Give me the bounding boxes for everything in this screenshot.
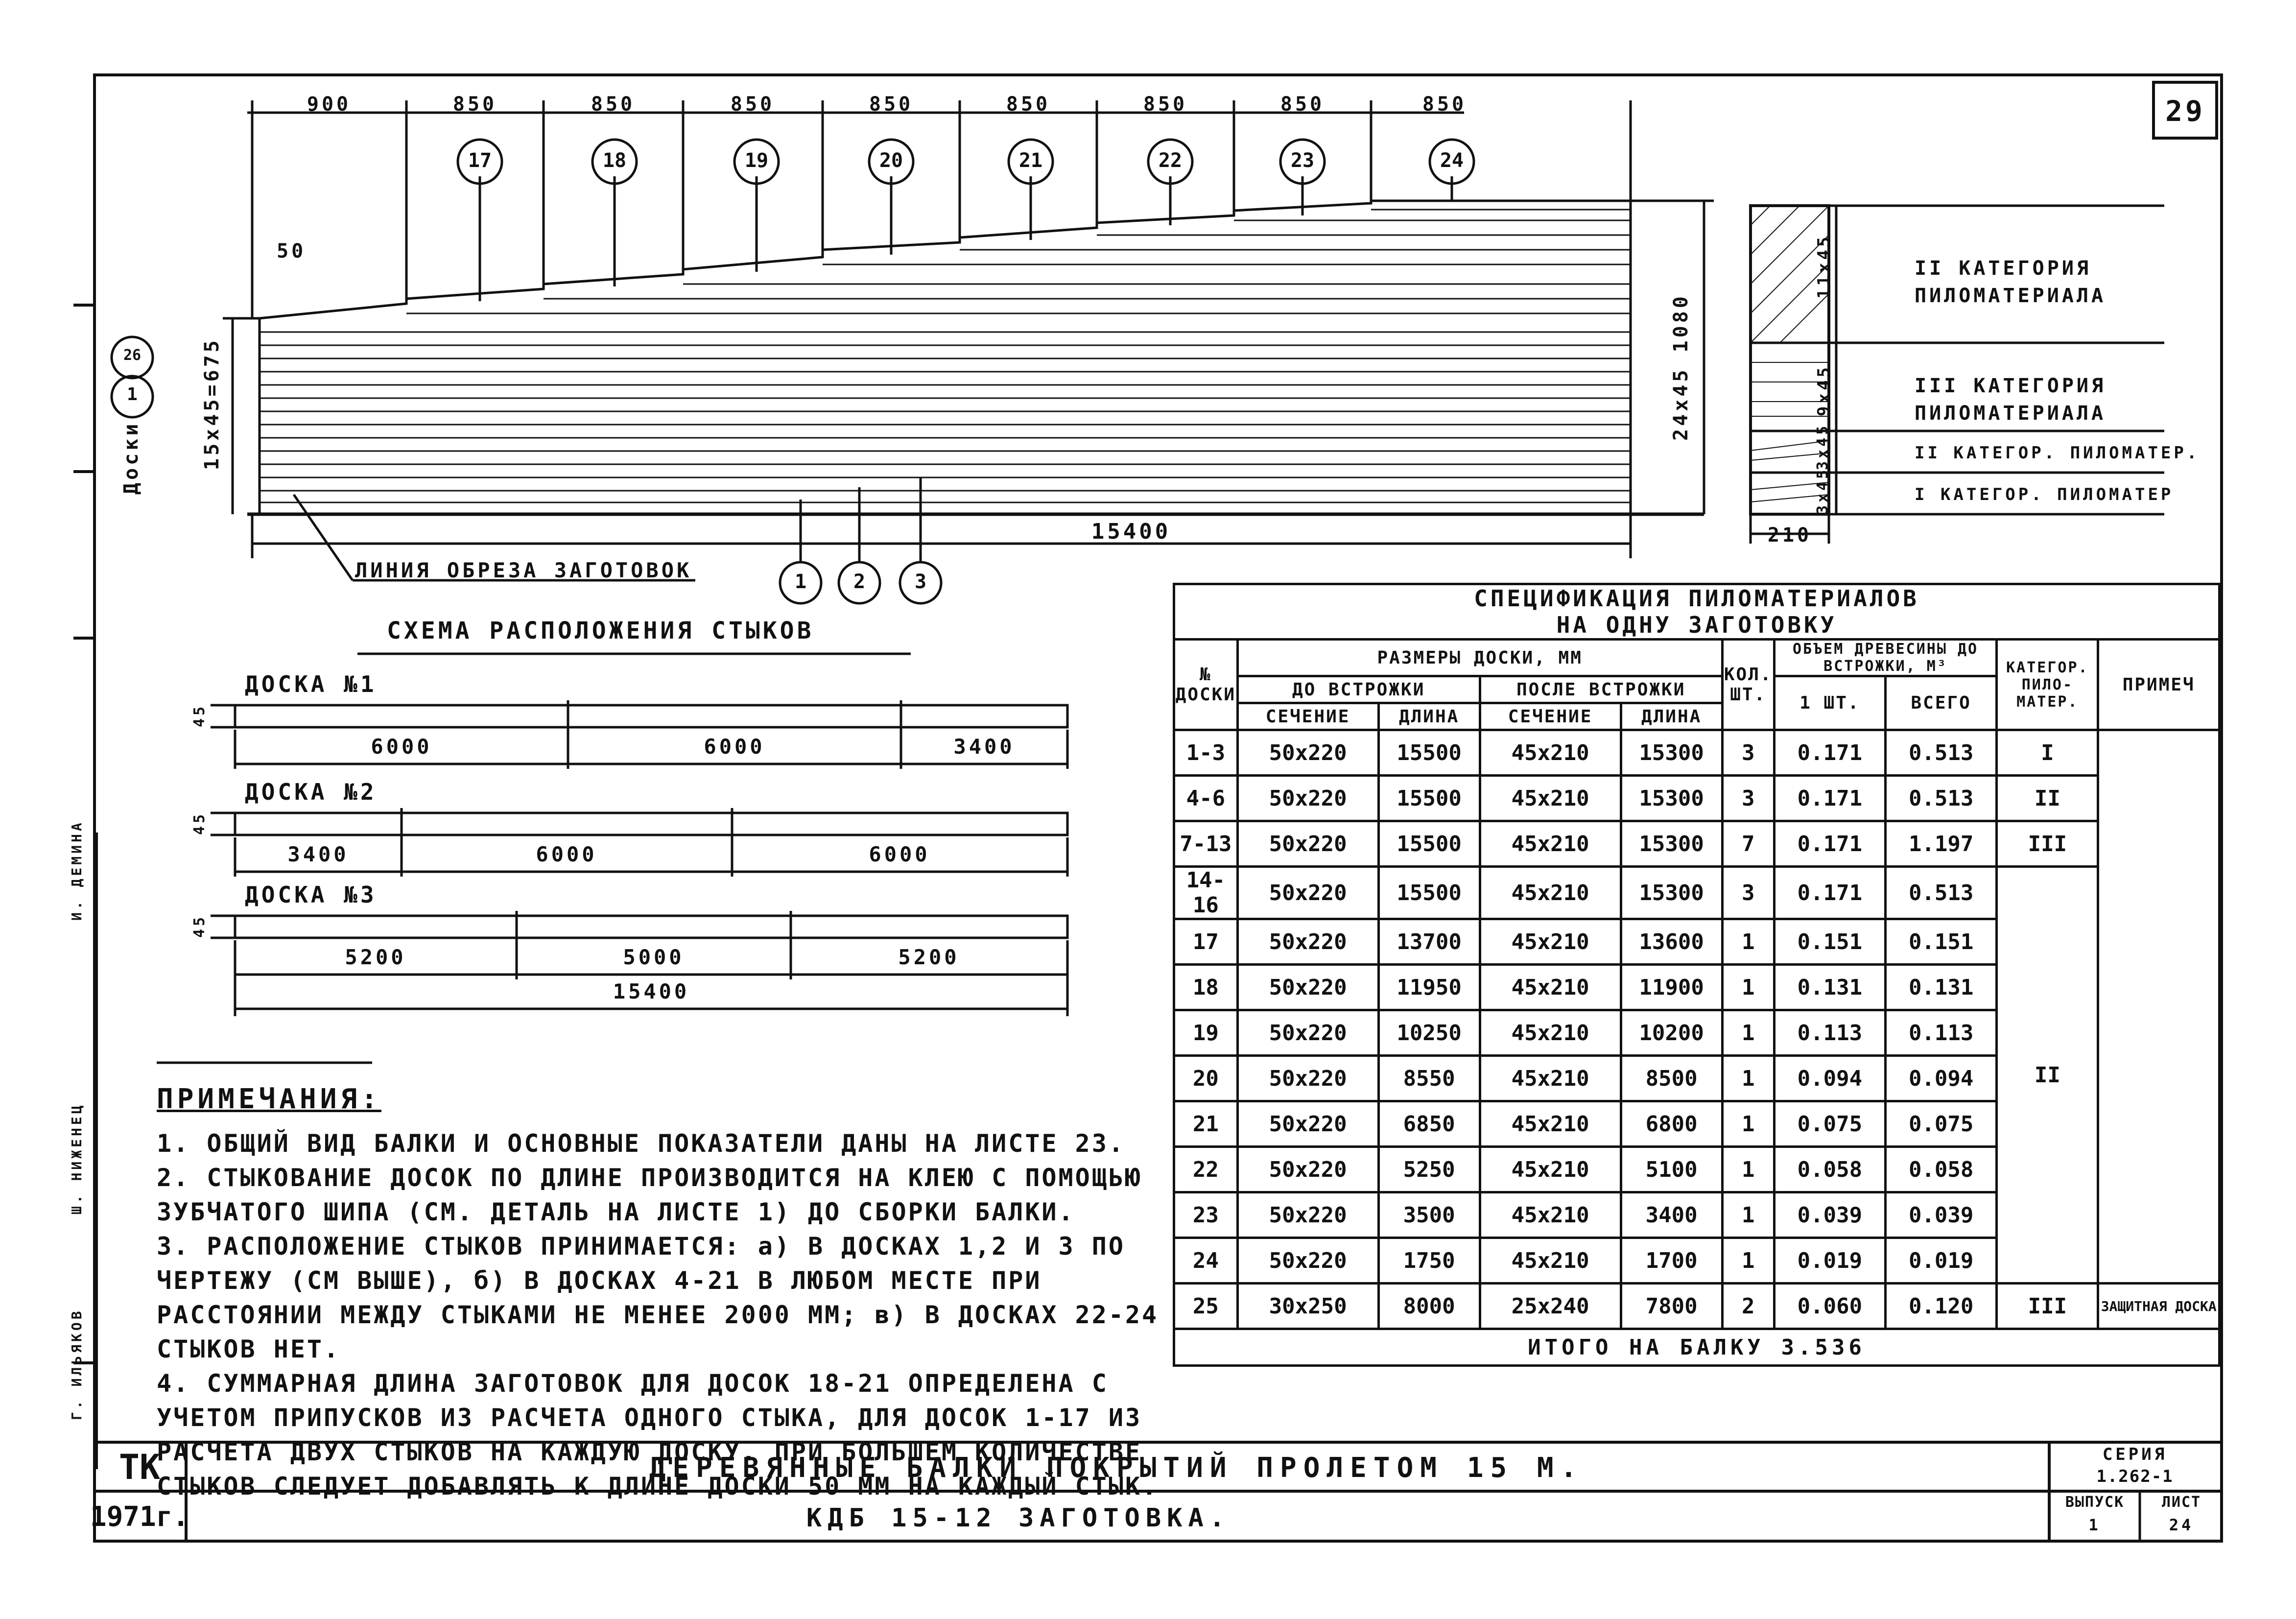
section-label: II КАТЕГОРИЯ ПИЛОМАТЕРИАЛА: [1915, 257, 2107, 307]
note-item: 4. СУММАРНАЯ ДЛИНА ЗАГОТОВОК ДЛЯ ДОСОК 18-21 ОПРЕДЕЛЕНА С УЧЕТОМ ПРИПУСКОВ ИЗ РАСЧЕТА ОДНОГО СТЫКА, ДЛЯ ДОСОК 1-17 ИЗ РАСЧЕТА ДВУХ СТЫКОВ НА КАЖДУЮ ДОСКУ. ПРИ БОЛЬШЕМ КОЛИЧЕСТВЕ СТЫКОВ СЛЕДУЕТ ДОБАВЛЯТЬ К ДЛИНЕ ДОСКИ 50 ММ НА КАЖДЫЙ СТЫК.: [157, 1369, 1159, 1500]
spec-cell: 45x210: [1480, 1238, 1621, 1284]
spec-cell: 7: [1722, 821, 1774, 867]
spec-cell: 1: [1722, 1101, 1774, 1147]
spec-cell: 45x210: [1480, 867, 1621, 919]
spec-cell: 5100: [1621, 1147, 1722, 1192]
section-width: 210: [1767, 524, 1812, 547]
spec-cat: II: [1997, 776, 2098, 821]
spec-cell: 10200: [1621, 1010, 1722, 1056]
note-item: 1. ОБЩИЙ ВИД БАЛКИ И ОСНОВНЫЕ ПОКАЗАТЕЛИ ДАНЫ НА ЛИСТЕ 23.: [157, 1129, 1125, 1158]
spec-cell: 45x210: [1480, 1101, 1621, 1147]
spec-cell: 3: [1722, 867, 1774, 919]
spec-cell: 45x210: [1480, 730, 1621, 776]
spec-cell: 45x210: [1480, 1192, 1621, 1238]
board1-label: ДОСКА №1: [245, 671, 377, 697]
spec-cell: 45x210: [1480, 1010, 1621, 1056]
board-height: 45: [191, 914, 208, 938]
spec-cell: 15300: [1621, 821, 1722, 867]
spec-cell: 50x220: [1237, 919, 1378, 965]
spec-cell: 1-3: [1174, 730, 1238, 776]
h-total: ВСЕГО: [1886, 676, 1997, 730]
segment: 3400: [287, 842, 349, 866]
dim-spacing: 850: [1006, 93, 1051, 116]
spec-cell: 0.058: [1774, 1147, 1885, 1192]
spec-title-1: СПЕЦИФИКАЦИЯ ПИЛОМАТЕРИАЛОВ: [1174, 584, 2220, 612]
spec-cell: 15300: [1621, 730, 1722, 776]
tb-org: ТК: [118, 1447, 161, 1487]
note-item: 2. СТЫКОВАНИЕ ДОСОК ПО ДЛИНЕ ПРОИЗВОДИТСЯ НА КЛЕЮ С ПОМОЩЬЮ ЗУБЧАТОГО ШИПА (СМ. ДЕТАЛЬ НА ЛИСТЕ 1) ДО СБОРКИ БАЛКИ.: [157, 1164, 1142, 1226]
board-height: 45: [191, 703, 208, 727]
spec-total: ИТОГО НА БАЛКУ 3.536: [1174, 1329, 2220, 1366]
spec-cell: 0.019: [1774, 1238, 1885, 1284]
spec-cat: III: [1997, 1284, 2098, 1329]
boards-ref-2: 26: [123, 347, 142, 364]
spec-cell: 7800: [1621, 1284, 1722, 1329]
sheet-number: 29: [2165, 95, 2205, 128]
h-qty: КОЛ. ШТ.: [1722, 640, 1774, 730]
spec-note-protective: ЗАЩИТНАЯ ДОСКА: [2098, 1284, 2220, 1329]
spec-cell: 17: [1174, 919, 1238, 965]
tb-sheet: 24: [2169, 1516, 2194, 1534]
spec-cell: 10250: [1378, 1010, 1480, 1056]
dim-spacing: 850: [452, 93, 497, 116]
spec-cell: 23: [1174, 1192, 1238, 1238]
spec-cell: 50x220: [1237, 730, 1378, 776]
spec-cell: 0.151: [1774, 919, 1885, 965]
spec-cell: 11900: [1621, 965, 1722, 1010]
spec-row: [1174, 821, 2220, 867]
spec-cat: III: [1997, 821, 2098, 867]
spec-cell: 14-16: [1174, 867, 1238, 919]
spec-row: [1174, 776, 2220, 821]
section-dim: 3x45: [1814, 423, 1831, 470]
joints-title: СХЕМА РАСПОЛОЖЕНИЯ СТЫКОВ: [387, 617, 814, 644]
segment: 5200: [345, 945, 406, 969]
section-label: III КАТЕГОРИЯ ПИЛОМАТЕРИАЛА: [1915, 375, 2107, 425]
spec-cell: 18: [1174, 965, 1238, 1010]
boards-label: Доски: [120, 421, 142, 495]
spec-cell: 21: [1174, 1101, 1238, 1147]
spec-cell: 24: [1174, 1238, 1238, 1284]
section-label: II КАТЕГОР. ПИЛОМАТЕР.: [1915, 443, 2200, 463]
h-after: ПОСЛЕ ВСТРОЖКИ: [1480, 676, 1722, 703]
spec-cat: I: [1997, 730, 2098, 776]
spec-cell: 0.151: [1886, 919, 1997, 965]
spec-cell: 0.513: [1886, 867, 1997, 919]
spec-cell: 30x250: [1237, 1284, 1378, 1329]
tb-sheet-label: ЛИСТ: [2161, 1494, 2201, 1511]
spec-cell: 50x220: [1237, 1238, 1378, 1284]
dim-spacing: 900: [307, 93, 352, 116]
spec-cell: 25x240: [1480, 1284, 1621, 1329]
spec-cell: 50x220: [1237, 821, 1378, 867]
h-one: 1 ШТ.: [1774, 676, 1885, 730]
spec-cell: 0.075: [1774, 1101, 1885, 1147]
spec-cell: 0.075: [1886, 1101, 1997, 1147]
boards-ref-1: 1: [127, 384, 138, 405]
section-label: I КАТЕГОР. ПИЛОМАТЕР: [1915, 485, 2174, 504]
note-item: 3. РАСПОЛОЖЕНИЕ СТЫКОВ ПРИНИМАЕТСЯ: а) В ДОСКАХ 1,2 И 3 ПО ЧЕРТЕЖУ (СМ ВЫШЕ), б) В ДОСКАХ 4-21 В ЛЮБОМ МЕСТЕ ПРИ РАССТОЯНИИ МЕЖДУ СТЫКАМИ НЕ МЕНЕЕ 2000 ММ; в) В ДОСКАХ 22-24 СТЫКОВ НЕТ.: [157, 1232, 1159, 1363]
spec-cell: 1: [1722, 1192, 1774, 1238]
cut-line-label: ЛИНИЯ ОБРЕЗА ЗАГОТОВОК: [355, 558, 692, 582]
segment: 6000: [869, 842, 930, 866]
h-volume: ОБЪЕМ ДРЕВЕСИНЫ ДО ВСТРОЖКИ, М³: [1774, 640, 1997, 676]
callout-20: 20: [879, 149, 903, 172]
h-sizes: РАЗМЕРЫ ДОСКИ, ММ: [1237, 640, 1722, 676]
callout-18: 18: [602, 149, 627, 172]
spec-cell: 3: [1722, 730, 1774, 776]
segment: 5200: [898, 945, 960, 969]
dim-spacing: 850: [1280, 93, 1325, 116]
spec-table: [1173, 583, 2221, 1367]
board3-label: ДОСКА №3: [245, 881, 377, 908]
spec-cell: 15300: [1621, 867, 1722, 919]
spec-cell: 0.039: [1774, 1192, 1885, 1238]
dim-offset: 50: [277, 240, 307, 262]
callout-22: 22: [1158, 149, 1183, 172]
spec-body: [1174, 730, 2220, 1329]
spec-cell: 45x210: [1480, 1147, 1621, 1192]
spec-cell: 1.197: [1886, 821, 1997, 867]
spec-cell: 1: [1722, 919, 1774, 965]
spec-cell: 50x220: [1237, 1101, 1378, 1147]
section-dim: 3x45: [1814, 467, 1831, 514]
spec-cell: 0.171: [1774, 776, 1885, 821]
dim-spacing: 850: [869, 93, 914, 116]
spec-cell: 13700: [1378, 919, 1480, 965]
callout-2: 2: [853, 571, 866, 593]
spec-cell: 45x210: [1480, 919, 1621, 965]
h-before: ДО ВСТРОЖКИ: [1237, 676, 1480, 703]
dim-spacing: 850: [1422, 93, 1467, 116]
spec-cell: 0.019: [1886, 1238, 1997, 1284]
spec-cell: 50x220: [1237, 1192, 1378, 1238]
tb-issue: 1: [2088, 1516, 2101, 1534]
spec-cell: 8000: [1378, 1284, 1480, 1329]
segment: 3400: [953, 735, 1015, 759]
spec-cell: 1: [1722, 1010, 1774, 1056]
tb-issue-label: ВЫПУСК: [2065, 1494, 2125, 1511]
dim-spacing: 850: [1143, 93, 1188, 116]
segment: 6000: [704, 735, 765, 759]
tb-year: 1971г.: [90, 1501, 189, 1533]
spec-cell: 20: [1174, 1056, 1238, 1101]
spec-cell: 19: [1174, 1010, 1238, 1056]
margin-name-2: Ш. НИЖЕНЕЦ: [69, 1102, 85, 1214]
spec-cell: 45x210: [1480, 1056, 1621, 1101]
spec-cell: 1: [1722, 1147, 1774, 1192]
spec-cell: 0.171: [1774, 867, 1885, 919]
spec-cell: 50x220: [1237, 867, 1378, 919]
spec-cell: 45x210: [1480, 965, 1621, 1010]
spec-cell: 25: [1174, 1284, 1238, 1329]
h-length: ДЛИНА: [1621, 703, 1722, 730]
segment-total: 15400: [613, 979, 690, 1003]
callout-24: 24: [1440, 149, 1464, 172]
spec-cell: 0.171: [1774, 821, 1885, 867]
spec-cell: 13600: [1621, 919, 1722, 965]
h-cat: КАТЕГОР. ПИЛО- МАТЕР.: [1997, 640, 2098, 730]
spec-cell: 0.039: [1886, 1192, 1997, 1238]
segment: 6000: [536, 842, 597, 866]
callout-3: 3: [914, 571, 927, 593]
spec-cell: 0.513: [1886, 730, 1997, 776]
dim-total-length: 15400: [1091, 519, 1171, 544]
h-note: ПРИМЕЧ: [2098, 640, 2220, 730]
tb-subtitle: КДБ 15-12 ЗАГОТОВКА.: [806, 1503, 1231, 1533]
spec-cell: 1750: [1378, 1238, 1480, 1284]
h-section: СЕЧЕНИЕ: [1237, 703, 1378, 730]
spec-cell: 8550: [1378, 1056, 1480, 1101]
board-height: 45: [191, 811, 208, 835]
spec-note: [2098, 730, 2220, 1284]
tb-series-label: СЕРИЯ: [2102, 1445, 2168, 1464]
spec-cell: 5250: [1378, 1147, 1480, 1192]
spec-cell: 0.060: [1774, 1284, 1885, 1329]
h-no: № ДОСКИ: [1174, 640, 1238, 730]
section-dim: 9x45: [1814, 364, 1834, 416]
spec-cell: 7-13: [1174, 821, 1238, 867]
spec-cell: 0.131: [1886, 965, 1997, 1010]
spec-cell: 6800: [1621, 1101, 1722, 1147]
spec-cell: 3: [1722, 776, 1774, 821]
callout-23: 23: [1290, 149, 1315, 172]
margin-name-3: Г. ИЛЬЯКОВ: [69, 1308, 85, 1420]
tb-series: 1.262-1: [2096, 1467, 2174, 1486]
board2-label: ДОСКА №2: [245, 779, 377, 805]
h-section: СЕЧЕНИЕ: [1480, 703, 1621, 730]
spec-cell: 1: [1722, 1056, 1774, 1101]
spec-cell: 0.513: [1886, 776, 1997, 821]
callout-17: 17: [468, 149, 492, 172]
spec-cell: 11950: [1378, 965, 1480, 1010]
spec-cell: 3500: [1378, 1192, 1480, 1238]
tb-title: ДЕРЕВЯННЫЕ БАЛКИ ПОКРЫТИЙ ПРОЛЕТОМ 15 М.: [649, 1452, 1584, 1484]
spec-cell: 0.058: [1886, 1147, 1997, 1192]
spec-cell: 1700: [1621, 1238, 1722, 1284]
notes-title: ПРИМЕЧАНИЯ:: [157, 1083, 381, 1115]
spec-cell: 15500: [1378, 867, 1480, 919]
spec-cell: 15300: [1621, 776, 1722, 821]
spec-cell: 22: [1174, 1147, 1238, 1192]
spec-cell: 1: [1722, 1238, 1774, 1284]
spec-cat-merged: II: [1997, 867, 2098, 1284]
spec-cell: 15500: [1378, 776, 1480, 821]
segment: 6000: [371, 735, 432, 759]
spec-title-2: НА ОДНУ ЗАГОТОВКУ: [1174, 612, 2220, 640]
spec-cell: 4-6: [1174, 776, 1238, 821]
spec-cell: 45x210: [1480, 821, 1621, 867]
spec-cell: 6850: [1378, 1101, 1480, 1147]
dim-spacing: 850: [730, 93, 775, 116]
spec-cell: 50x220: [1237, 1010, 1378, 1056]
segment: 5000: [623, 945, 685, 969]
spec-cell: 0.171: [1774, 730, 1885, 776]
spec-cell: 1: [1722, 965, 1774, 1010]
spec-cell: 2: [1722, 1284, 1774, 1329]
spec-cell: 0.120: [1886, 1284, 1997, 1329]
callout-1: 1: [794, 571, 807, 593]
spec-cell: 0.131: [1774, 965, 1885, 1010]
spec-cell: 50x220: [1237, 776, 1378, 821]
section-dim: 11x45: [1814, 234, 1834, 299]
spec-cell: 3400: [1621, 1192, 1722, 1238]
spec-cell: 0.094: [1886, 1056, 1997, 1101]
spec-row: [1174, 730, 2220, 776]
spec-cell: 0.113: [1886, 1010, 1997, 1056]
dim-right-height: 24x45 1080: [1670, 293, 1692, 441]
spec-row: [1174, 867, 2220, 919]
h-length: ДЛИНА: [1378, 703, 1480, 730]
spec-cell: 45x210: [1480, 776, 1621, 821]
spec-cell: 50x220: [1237, 1147, 1378, 1192]
spec-cell: 0.094: [1774, 1056, 1885, 1101]
notes: [157, 1082, 1175, 1503]
spec-row: [1174, 1284, 2220, 1329]
callout-19: 19: [744, 149, 769, 172]
spec-cell: 50x220: [1237, 965, 1378, 1010]
callout-21: 21: [1018, 149, 1043, 172]
spec-cell: 8500: [1621, 1056, 1722, 1101]
dim-spacing: 850: [591, 93, 636, 116]
margin-name-1: И. ДЕМИНА: [69, 820, 85, 921]
spec-cell: 50x220: [1237, 1056, 1378, 1101]
dim-left-height: 15x45=675: [201, 337, 223, 470]
spec-cell: 15500: [1378, 730, 1480, 776]
spec-cell: 0.113: [1774, 1010, 1885, 1056]
spec-cell: 15500: [1378, 821, 1480, 867]
